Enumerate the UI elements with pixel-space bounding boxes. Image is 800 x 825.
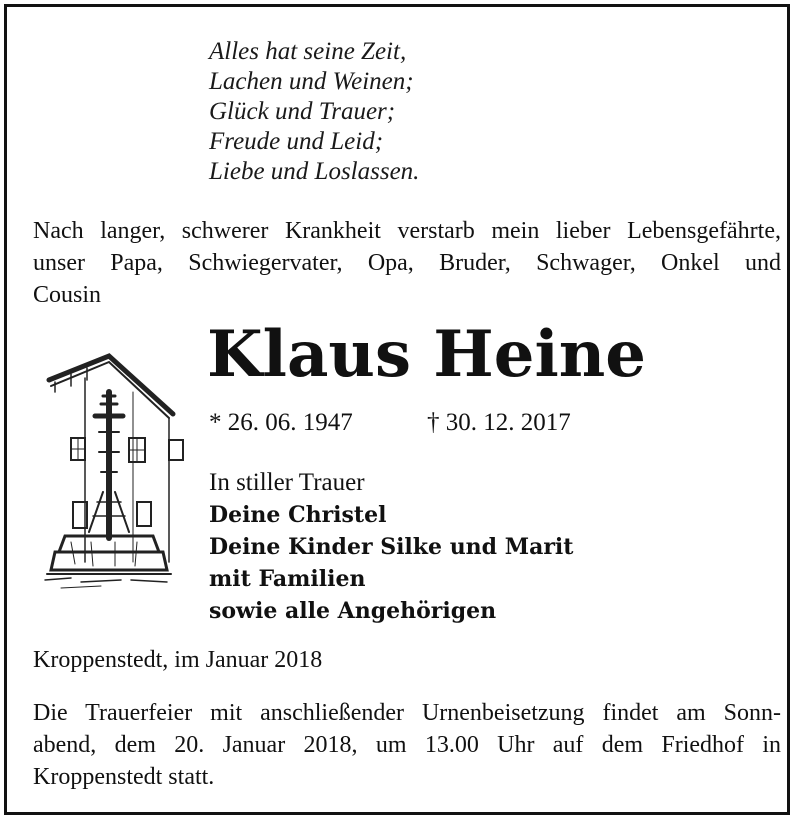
place-date: Kroppenstedt, im Januar 2018 bbox=[33, 647, 323, 673]
poem bbox=[209, 37, 419, 187]
notice-line: abend, dem 20. Januar 2018, um 13.00 Uhr auf dem Friedhof in bbox=[33, 732, 781, 758]
mourner-line: sowie alle Angehörigen bbox=[209, 598, 497, 624]
obituary-frame bbox=[4, 4, 790, 815]
mourner-line: Deine Kinder Silke und Marit bbox=[209, 534, 574, 560]
intro-line: unser Papa, Schwiegervater, Opa, Bruder, Schwager, Onkel und bbox=[33, 250, 781, 276]
mourners-heading: In stiller Trauer bbox=[209, 469, 365, 496]
notice-line: Kroppenstedt statt. bbox=[33, 764, 215, 790]
poem-line: Glück und Trauer; bbox=[209, 98, 396, 125]
monument-sketch-icon bbox=[41, 352, 191, 602]
mourners-block bbox=[209, 467, 573, 627]
poem-line: Liebe und Loslassen. bbox=[209, 158, 420, 185]
poem-line: Freude und Leid; bbox=[209, 128, 384, 155]
funeral-notice bbox=[33, 697, 781, 793]
poem-line: Alles hat seine Zeit, bbox=[209, 38, 407, 65]
death-date: † 30. 12. 2017 bbox=[427, 409, 571, 436]
notice-line: Die Trauerfeier mit anschließender Urnenbeisetzung findet am Sonn- bbox=[33, 700, 781, 726]
mourner-line: Deine Christel bbox=[209, 502, 387, 528]
birth-date: * 26. 06. 1947 bbox=[209, 409, 353, 436]
intro-line: Cousin bbox=[33, 282, 102, 308]
mourner-line: mit Familien bbox=[209, 566, 366, 592]
intro-text bbox=[33, 215, 781, 311]
poem-line: Lachen und Weinen; bbox=[209, 68, 414, 95]
deceased-name: Klaus Heine bbox=[207, 317, 646, 392]
intro-line: Nach langer, schwerer Krankheit verstarb mein lieber Lebensgefährte, bbox=[33, 218, 781, 244]
